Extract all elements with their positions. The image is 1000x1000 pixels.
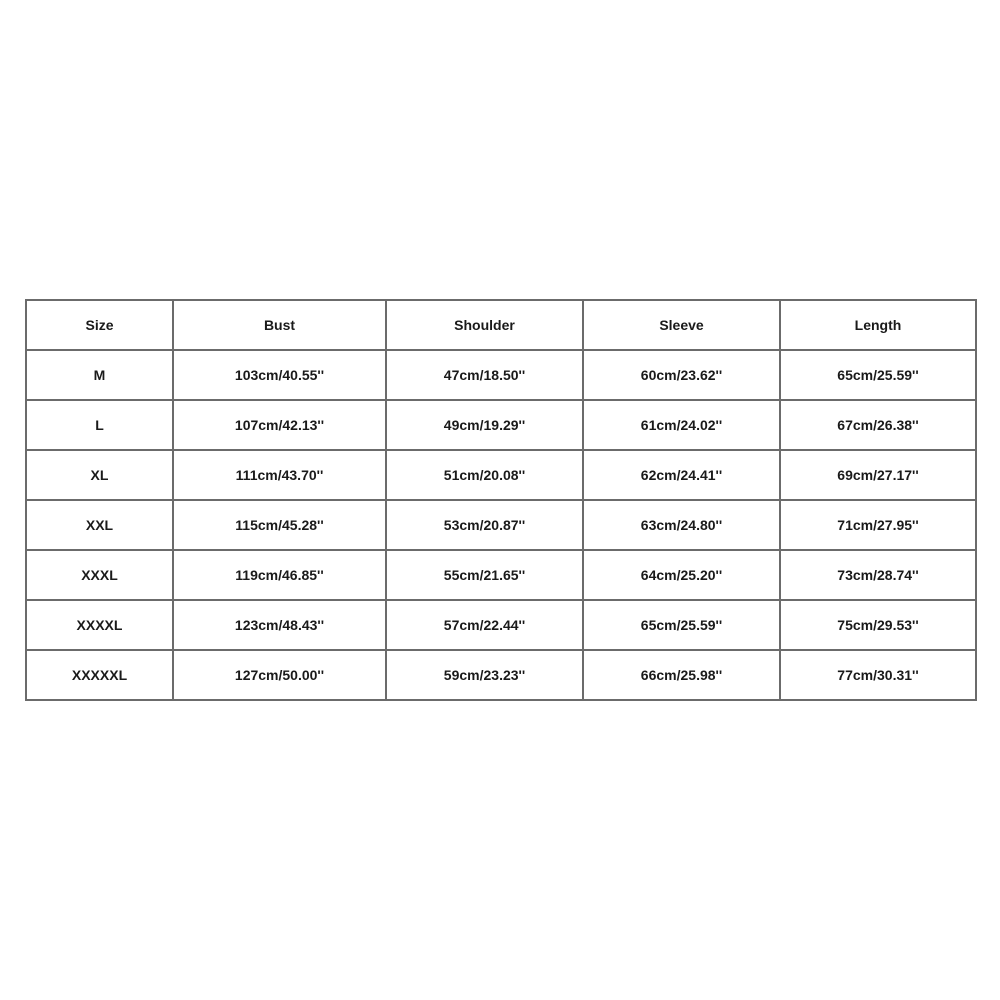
header-length: Length xyxy=(780,300,976,350)
table-row xyxy=(26,450,976,500)
cell-bust: 111cm/43.70'' xyxy=(173,450,386,500)
cell-size: XL xyxy=(26,450,173,500)
cell-sleeve: 61cm/24.02'' xyxy=(583,400,780,450)
cell-size: XXXL xyxy=(26,550,173,600)
header-sleeve: Sleeve xyxy=(583,300,780,350)
cell-shoulder: 51cm/20.08'' xyxy=(386,450,583,500)
cell-shoulder: 53cm/20.87'' xyxy=(386,500,583,550)
table-row xyxy=(26,500,976,550)
cell-shoulder: 49cm/19.29'' xyxy=(386,400,583,450)
cell-length: 75cm/29.53'' xyxy=(780,600,976,650)
table-header-row xyxy=(26,300,976,350)
cell-size: XXXXXL xyxy=(26,650,173,700)
header-shoulder: Shoulder xyxy=(386,300,583,350)
cell-length: 73cm/28.74'' xyxy=(780,550,976,600)
cell-sleeve: 62cm/24.41'' xyxy=(583,450,780,500)
cell-sleeve: 64cm/25.20'' xyxy=(583,550,780,600)
cell-length: 77cm/30.31'' xyxy=(780,650,976,700)
size-chart-table xyxy=(25,299,977,701)
header-bust: Bust xyxy=(173,300,386,350)
cell-length: 71cm/27.95'' xyxy=(780,500,976,550)
cell-length: 65cm/25.59'' xyxy=(780,350,976,400)
cell-shoulder: 57cm/22.44'' xyxy=(386,600,583,650)
cell-shoulder: 55cm/21.65'' xyxy=(386,550,583,600)
cell-sleeve: 60cm/23.62'' xyxy=(583,350,780,400)
table-row xyxy=(26,400,976,450)
cell-bust: 103cm/40.55'' xyxy=(173,350,386,400)
cell-size: M xyxy=(26,350,173,400)
table-row xyxy=(26,550,976,600)
table-row xyxy=(26,350,976,400)
cell-sleeve: 66cm/25.98'' xyxy=(583,650,780,700)
cell-size: XXXXL xyxy=(26,600,173,650)
cell-shoulder: 59cm/23.23'' xyxy=(386,650,583,700)
cell-length: 67cm/26.38'' xyxy=(780,400,976,450)
cell-size: XXL xyxy=(26,500,173,550)
cell-size: L xyxy=(26,400,173,450)
cell-bust: 115cm/45.28'' xyxy=(173,500,386,550)
cell-bust: 119cm/46.85'' xyxy=(173,550,386,600)
table-row xyxy=(26,600,976,650)
cell-sleeve: 65cm/25.59'' xyxy=(583,600,780,650)
cell-bust: 107cm/42.13'' xyxy=(173,400,386,450)
cell-bust: 123cm/48.43'' xyxy=(173,600,386,650)
cell-shoulder: 47cm/18.50'' xyxy=(386,350,583,400)
cell-bust: 127cm/50.00'' xyxy=(173,650,386,700)
cell-length: 69cm/27.17'' xyxy=(780,450,976,500)
cell-sleeve: 63cm/24.80'' xyxy=(583,500,780,550)
header-size: Size xyxy=(26,300,173,350)
table-row xyxy=(26,650,976,700)
